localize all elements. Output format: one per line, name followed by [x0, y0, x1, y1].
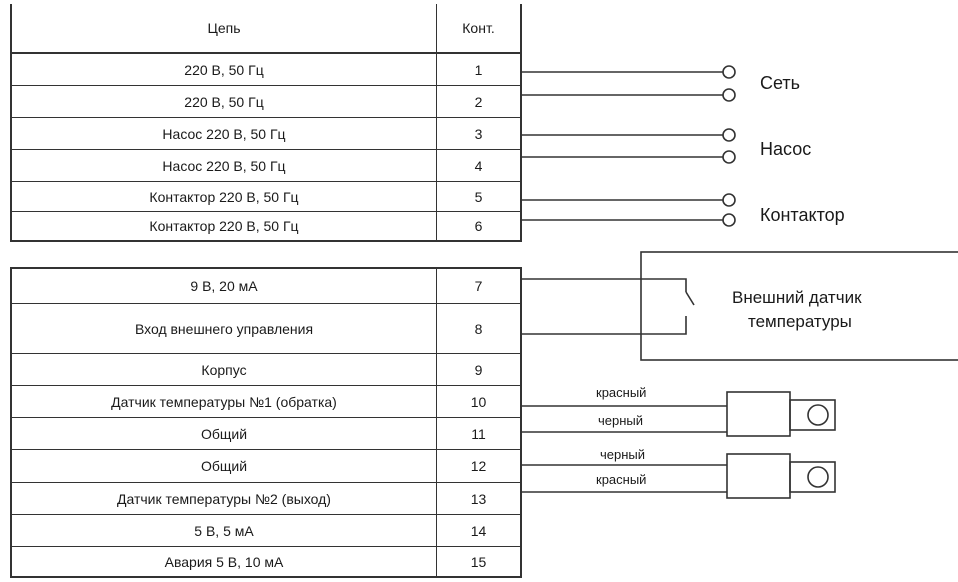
switch-contact — [686, 292, 694, 305]
terminal-mains-2 — [723, 89, 735, 101]
terminal-contactor-1 — [723, 194, 735, 206]
row-contact: 7 — [436, 269, 520, 303]
row-contact: 12 — [436, 450, 520, 482]
row-circuit: 220 В, 50 Гц — [184, 61, 264, 78]
sensor2-body — [727, 454, 790, 498]
terminal-pump-2 — [723, 151, 735, 163]
row-circuit: Контактор 220 В, 50 Гц — [149, 218, 299, 234]
row-circuit: 9 В, 20 мА — [190, 278, 258, 294]
row-circuit: 220 В, 50 Гц — [184, 93, 264, 110]
row-circuit: Насос 220 В, 50 Гц — [162, 157, 286, 174]
wire-ext-sensor-2 — [520, 316, 686, 334]
row-contact: 11 — [436, 418, 520, 449]
label-ext-sensor-line2: температуры — [748, 312, 852, 331]
row-contact: 8 — [436, 304, 520, 353]
row-contact: 14 — [436, 515, 520, 546]
row-contact: 3 — [436, 118, 520, 149]
wire-label-sensor1-black: черный — [598, 413, 644, 428]
row-contact: 13 — [436, 483, 520, 514]
row-contact: 9 — [436, 354, 520, 385]
sensor2-lens — [808, 467, 828, 487]
row-circuit: Контактор 220 В, 50 Гц — [149, 188, 299, 205]
label-pump: Насос — [760, 139, 812, 159]
row-contact: 15 — [436, 547, 520, 576]
wire-label-sensor2-red: красный — [596, 472, 647, 487]
row-circuit: Вход внешнего управления — [134, 320, 314, 337]
sensor1-body — [727, 392, 790, 436]
label-contactor: Контактор — [760, 205, 845, 225]
wire-label-sensor2-black: черный — [600, 447, 646, 462]
header-contact: Конт. — [436, 4, 520, 52]
row-circuit: Корпус — [201, 361, 247, 378]
row-circuit: Датчик температуры №2 (выход) — [117, 490, 331, 507]
terminal-contactor-2 — [723, 214, 735, 226]
row-contact: 5 — [436, 182, 520, 211]
row-contact: 4 — [436, 150, 520, 181]
wire-label-sensor1-red: красный — [596, 385, 647, 400]
row-circuit: Общий — [200, 458, 248, 474]
row-circuit: Насос 220 В, 50 Гц — [162, 125, 286, 142]
terminal-mains-1 — [723, 66, 735, 78]
row-contact: 10 — [436, 386, 520, 417]
row-circuit: 5 В, 5 мА — [194, 522, 254, 539]
row-circuit: Датчик температуры №1 (обратка) — [111, 393, 337, 410]
row-circuit: Общий — [200, 425, 248, 442]
row-contact: 2 — [436, 86, 520, 117]
row-contact: 1 — [436, 54, 520, 85]
row-contact: 6 — [436, 212, 520, 240]
row-circuit: Авария 5 В, 10 мА — [164, 553, 284, 570]
wire-ext-sensor-1 — [520, 279, 686, 292]
terminal-pump-1 — [723, 129, 735, 141]
label-mains: Сеть — [760, 73, 801, 93]
header-circuit: Цепь — [207, 20, 241, 36]
sensor1-lens — [808, 405, 828, 425]
label-ext-sensor-line1: Внешний датчик — [732, 288, 862, 307]
